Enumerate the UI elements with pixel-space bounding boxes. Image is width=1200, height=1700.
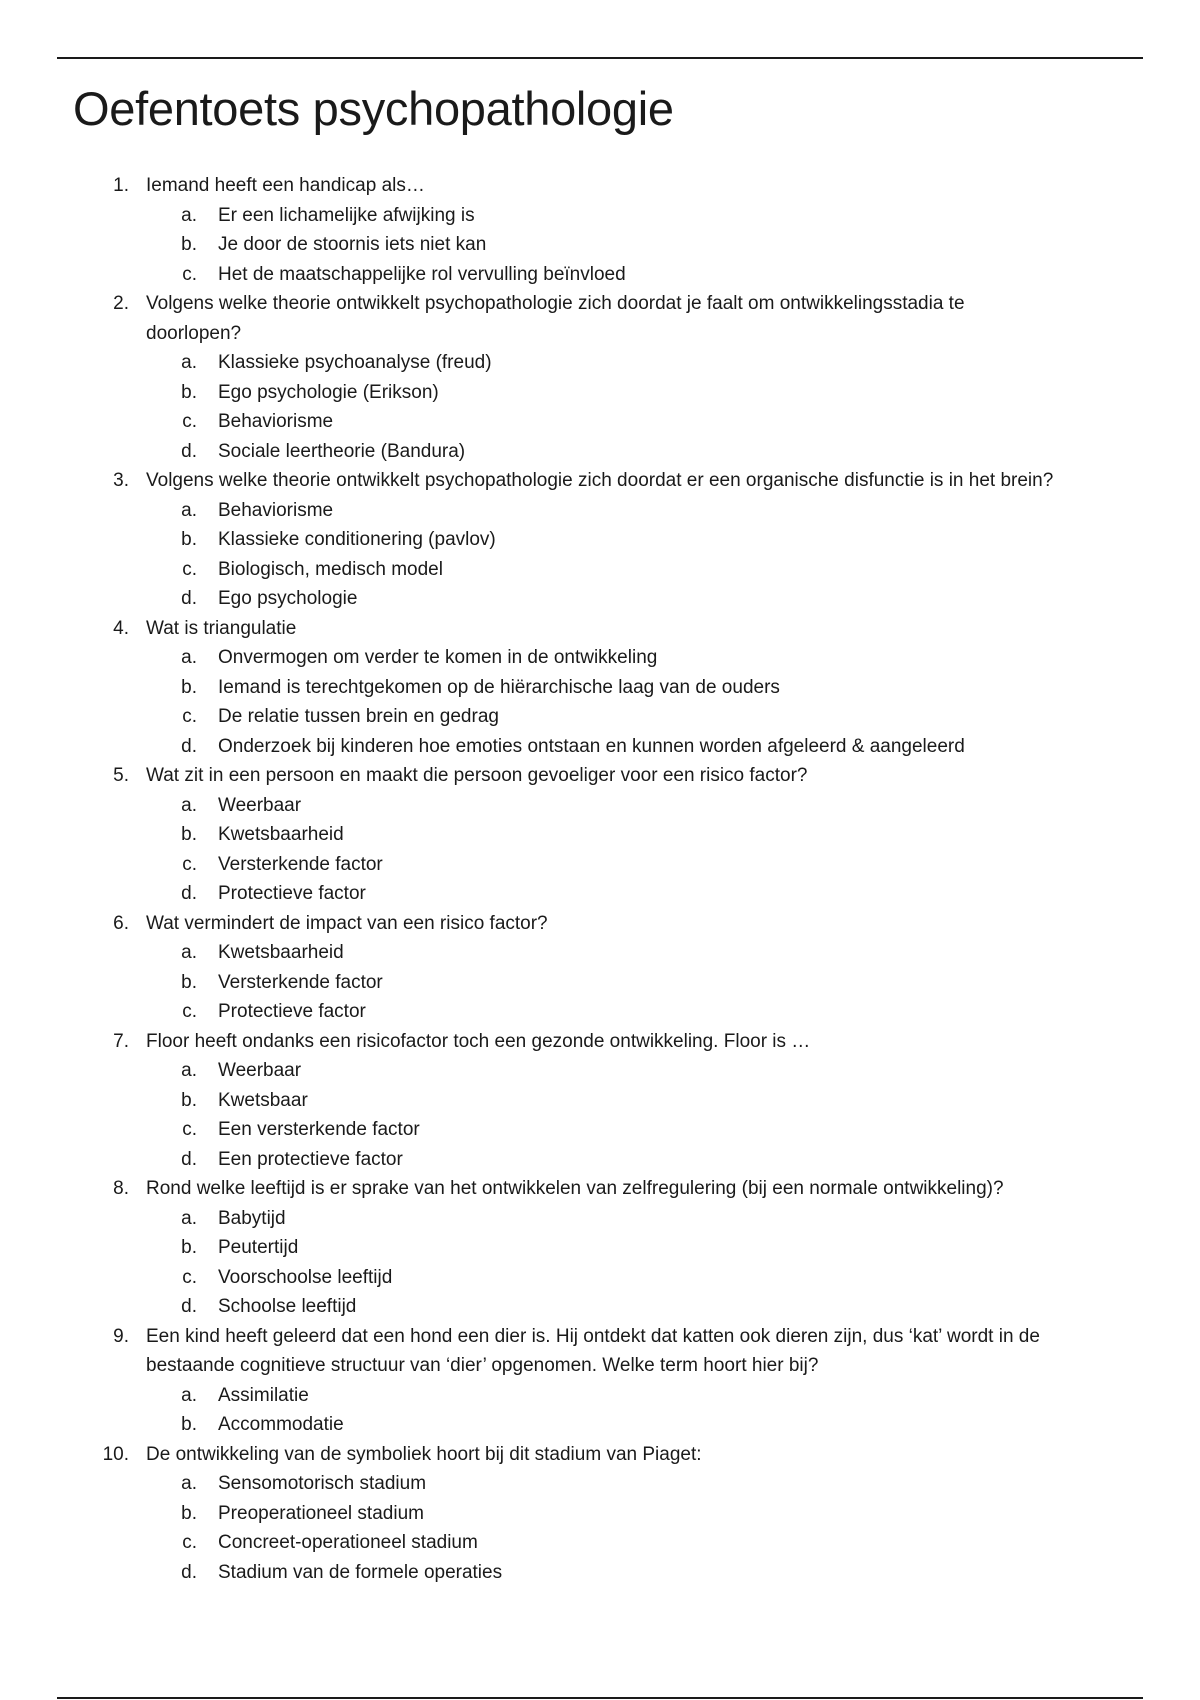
- option-item: [0, 555, 1200, 585]
- question-row: [0, 909, 1200, 939]
- top-rule: [57, 57, 1143, 59]
- question-text: Volgens welke theorie ontwikkelt psychopathologie zich doordat er een organische disfunctie is in het brein?: [146, 470, 1054, 491]
- option-letter: b.: [181, 234, 197, 255]
- question-row: [0, 1027, 1200, 1057]
- option-item: [0, 1292, 1200, 1322]
- option-letter: c.: [182, 706, 197, 727]
- option-item: [0, 1410, 1200, 1440]
- page-title: Oefentoets psychopathologie: [73, 82, 674, 135]
- option-text: Sociale leertheorie (Bandura): [218, 440, 466, 462]
- option-letter: a.: [181, 942, 197, 963]
- option-text: Protectieve factor: [218, 1001, 366, 1022]
- option-letter: a.: [181, 1473, 197, 1494]
- question-text: Floor heeft ondanks een risicofactor toch een gezonde ontwikkeling. Floor is …: [146, 1030, 811, 1052]
- option-item: [0, 1204, 1200, 1234]
- option-letter: d.: [181, 1296, 197, 1317]
- option-letter: c.: [182, 411, 197, 432]
- option-text: Behaviorisme: [218, 411, 334, 432]
- option-text: Je door de stoornis iets niet kan: [218, 234, 487, 255]
- option-item: [0, 643, 1200, 673]
- question-number: 4.: [113, 617, 129, 639]
- question-number: 2.: [113, 293, 129, 314]
- option-text: Stadium van de formele operaties: [218, 1561, 503, 1583]
- option-text: Klassieke conditionering (pavlov): [218, 529, 496, 550]
- option-text: Klassieke psychoanalyse (freud): [218, 352, 492, 373]
- option-text: Een versterkende factor: [218, 1119, 420, 1140]
- option-item: [0, 1233, 1200, 1263]
- option-item: [0, 378, 1200, 408]
- question-item: [0, 1322, 1200, 1440]
- option-list: [0, 643, 1200, 761]
- option-item: [0, 1056, 1200, 1086]
- option-text: Kwetsbaarheid: [218, 824, 344, 845]
- option-letter: c.: [182, 1001, 197, 1022]
- option-text: Voorschoolse leeftijd: [218, 1266, 393, 1288]
- option-item: [0, 437, 1200, 467]
- option-letter: a.: [181, 794, 197, 816]
- question-text: doorlopen?: [146, 322, 242, 344]
- option-letter: a.: [181, 204, 197, 226]
- option-letter: a.: [181, 647, 197, 668]
- question-number: 10.: [102, 1443, 129, 1465]
- option-text: Kwetsbaar: [218, 1089, 308, 1111]
- option-list: [0, 348, 1200, 466]
- option-letter: c.: [182, 853, 197, 875]
- option-text: Biologisch, medisch model: [218, 558, 443, 580]
- option-text: Het de maatschappelijke rol vervulling beïnvloed: [218, 263, 626, 285]
- question-item: [0, 289, 1200, 466]
- option-text: Iemand is terechtgekomen op de hiërarchische laag van de ouders: [218, 676, 780, 698]
- question-item: [0, 909, 1200, 1027]
- question-text: Een kind heeft geleerd dat een hond een dier is. Hij ontdekt dat katten ook dieren zijn, dus ‘kat’ wordt in de: [146, 1325, 1040, 1347]
- option-item: [0, 997, 1200, 1027]
- option-letter: d.: [181, 1561, 197, 1583]
- option-text: Versterkende factor: [218, 853, 383, 875]
- question-number: 9.: [113, 1325, 129, 1347]
- option-text: Versterkende factor: [218, 971, 383, 993]
- option-text: Onderzoek bij kinderen hoe emoties ontstaan en kunnen worden afgeleerd & aangeleerd: [218, 735, 965, 757]
- question-number: 3.: [113, 470, 129, 491]
- option-item: [0, 525, 1200, 555]
- option-list: [0, 791, 1200, 909]
- option-text: Behaviorisme: [218, 499, 334, 521]
- option-list: [0, 1381, 1200, 1440]
- option-item: [0, 732, 1200, 762]
- option-letter: b.: [181, 529, 197, 550]
- option-item: [0, 1528, 1200, 1558]
- option-item: [0, 968, 1200, 998]
- option-text: Protectieve factor: [218, 883, 366, 904]
- option-letter: d.: [181, 440, 197, 462]
- option-letter: b.: [181, 1414, 197, 1435]
- option-text: Peutertijd: [218, 1237, 299, 1258]
- question-item: [0, 614, 1200, 762]
- option-letter: a.: [181, 499, 197, 521]
- question-text: Wat vermindert de impact van een risico factor?: [146, 912, 548, 934]
- option-item: [0, 584, 1200, 614]
- option-text: Een protectieve factor: [218, 1148, 403, 1170]
- question-text: bestaande cognitieve structuur van ‘dier’ opgenomen. Welke term hoort hier bij?: [146, 1355, 819, 1376]
- option-item: [0, 230, 1200, 260]
- option-letter: c.: [182, 263, 197, 285]
- option-letter: a.: [181, 1060, 197, 1081]
- option-list: [0, 496, 1200, 614]
- question-number: 1.: [113, 175, 129, 196]
- question-item: [0, 761, 1200, 909]
- question-text: Wat zit in een persoon en maakt die persoon gevoeliger voor een risico factor?: [146, 765, 808, 786]
- question-row: [0, 1440, 1200, 1470]
- bottom-rule: [57, 1697, 1143, 1699]
- option-item: [0, 879, 1200, 909]
- question-item: [0, 171, 1200, 289]
- option-letter: c.: [182, 1532, 197, 1553]
- option-letter: d.: [181, 1148, 197, 1170]
- question-row: [0, 171, 1200, 201]
- question-row: [0, 1174, 1200, 1204]
- option-letter: c.: [182, 1266, 197, 1288]
- question-number: 6.: [113, 912, 129, 934]
- option-item: [0, 1263, 1200, 1293]
- option-letter: b.: [181, 971, 197, 993]
- option-letter: a.: [181, 1207, 197, 1229]
- question-row: [0, 1322, 1200, 1352]
- option-item: [0, 1145, 1200, 1175]
- option-text: Assimilatie: [218, 1384, 309, 1406]
- option-letter: d.: [181, 588, 197, 609]
- option-list: [0, 201, 1200, 290]
- option-item: [0, 1558, 1200, 1588]
- option-item: [0, 1086, 1200, 1116]
- option-letter: b.: [181, 381, 197, 403]
- option-list: [0, 1469, 1200, 1587]
- option-text: Accommodatie: [218, 1414, 344, 1435]
- option-item: [0, 1499, 1200, 1529]
- question-text: Iemand heeft een handicap als…: [146, 175, 425, 196]
- option-item: [0, 348, 1200, 378]
- option-letter: a.: [181, 352, 197, 373]
- question-number: 8.: [113, 1178, 129, 1199]
- option-item: [0, 938, 1200, 968]
- option-letter: b.: [181, 1237, 197, 1258]
- question-text: Wat is triangulatie: [146, 617, 297, 639]
- question-text: Volgens welke theorie ontwikkelt psychopathologie zich doordat je faalt om ontwikkelingsstadia te: [146, 293, 965, 314]
- question-item: [0, 1440, 1200, 1588]
- option-text: Ego psychologie: [218, 588, 358, 609]
- option-item: [0, 673, 1200, 703]
- option-text: Weerbaar: [218, 794, 302, 816]
- option-text: Er een lichamelijke afwijking is: [218, 204, 475, 226]
- option-list: [0, 1056, 1200, 1174]
- option-item: [0, 407, 1200, 437]
- option-text: Kwetsbaarheid: [218, 942, 344, 963]
- question-number: 5.: [113, 765, 129, 786]
- question-list: [0, 171, 1200, 1587]
- option-item: [0, 820, 1200, 850]
- option-text: Onvermogen om verder te komen in de ontwikkeling: [218, 647, 658, 668]
- question-item: [0, 1027, 1200, 1175]
- option-letter: c.: [182, 558, 197, 580]
- option-item: [0, 791, 1200, 821]
- option-letter: d.: [181, 735, 197, 757]
- option-letter: a.: [181, 1384, 197, 1406]
- question-item: [0, 1174, 1200, 1322]
- option-letter: b.: [181, 1502, 197, 1524]
- option-letter: b.: [181, 1089, 197, 1111]
- option-letter: c.: [182, 1119, 197, 1140]
- question-text: Rond welke leeftijd is er sprake van het ontwikkelen van zelfregulering (bij een normale ontwikkeling)?: [146, 1178, 1004, 1199]
- option-text: Babytijd: [218, 1207, 286, 1229]
- option-text: Schoolse leeftijd: [218, 1296, 357, 1317]
- option-letter: d.: [181, 883, 197, 904]
- option-letter: b.: [181, 676, 197, 698]
- option-item: [0, 850, 1200, 880]
- question-text: De ontwikkeling van de symboliek hoort bij dit stadium van Piaget:: [146, 1443, 702, 1465]
- question-row: [0, 614, 1200, 644]
- option-item: [0, 260, 1200, 290]
- question-item: [0, 466, 1200, 614]
- option-text: De relatie tussen brein en gedrag: [218, 706, 499, 727]
- question-row: [0, 289, 1200, 319]
- option-text: Weerbaar: [218, 1060, 302, 1081]
- option-list: [0, 1204, 1200, 1322]
- option-item: [0, 496, 1200, 526]
- option-letter: b.: [181, 824, 197, 845]
- option-item: [0, 1381, 1200, 1411]
- question-row: [0, 761, 1200, 791]
- option-item: [0, 702, 1200, 732]
- option-item: [0, 201, 1200, 231]
- option-text: Ego psychologie (Erikson): [218, 381, 439, 403]
- question-row: [0, 466, 1200, 496]
- option-item: [0, 1115, 1200, 1145]
- option-text: Sensomotorisch stadium: [218, 1473, 427, 1494]
- option-item: [0, 1469, 1200, 1499]
- option-list: [0, 938, 1200, 1027]
- option-text: Concreet-operationeel stadium: [218, 1532, 478, 1553]
- question-continuation: [0, 319, 1200, 349]
- question-continuation: [0, 1351, 1200, 1381]
- option-text: Preoperationeel stadium: [218, 1502, 424, 1524]
- question-number: 7.: [113, 1030, 129, 1052]
